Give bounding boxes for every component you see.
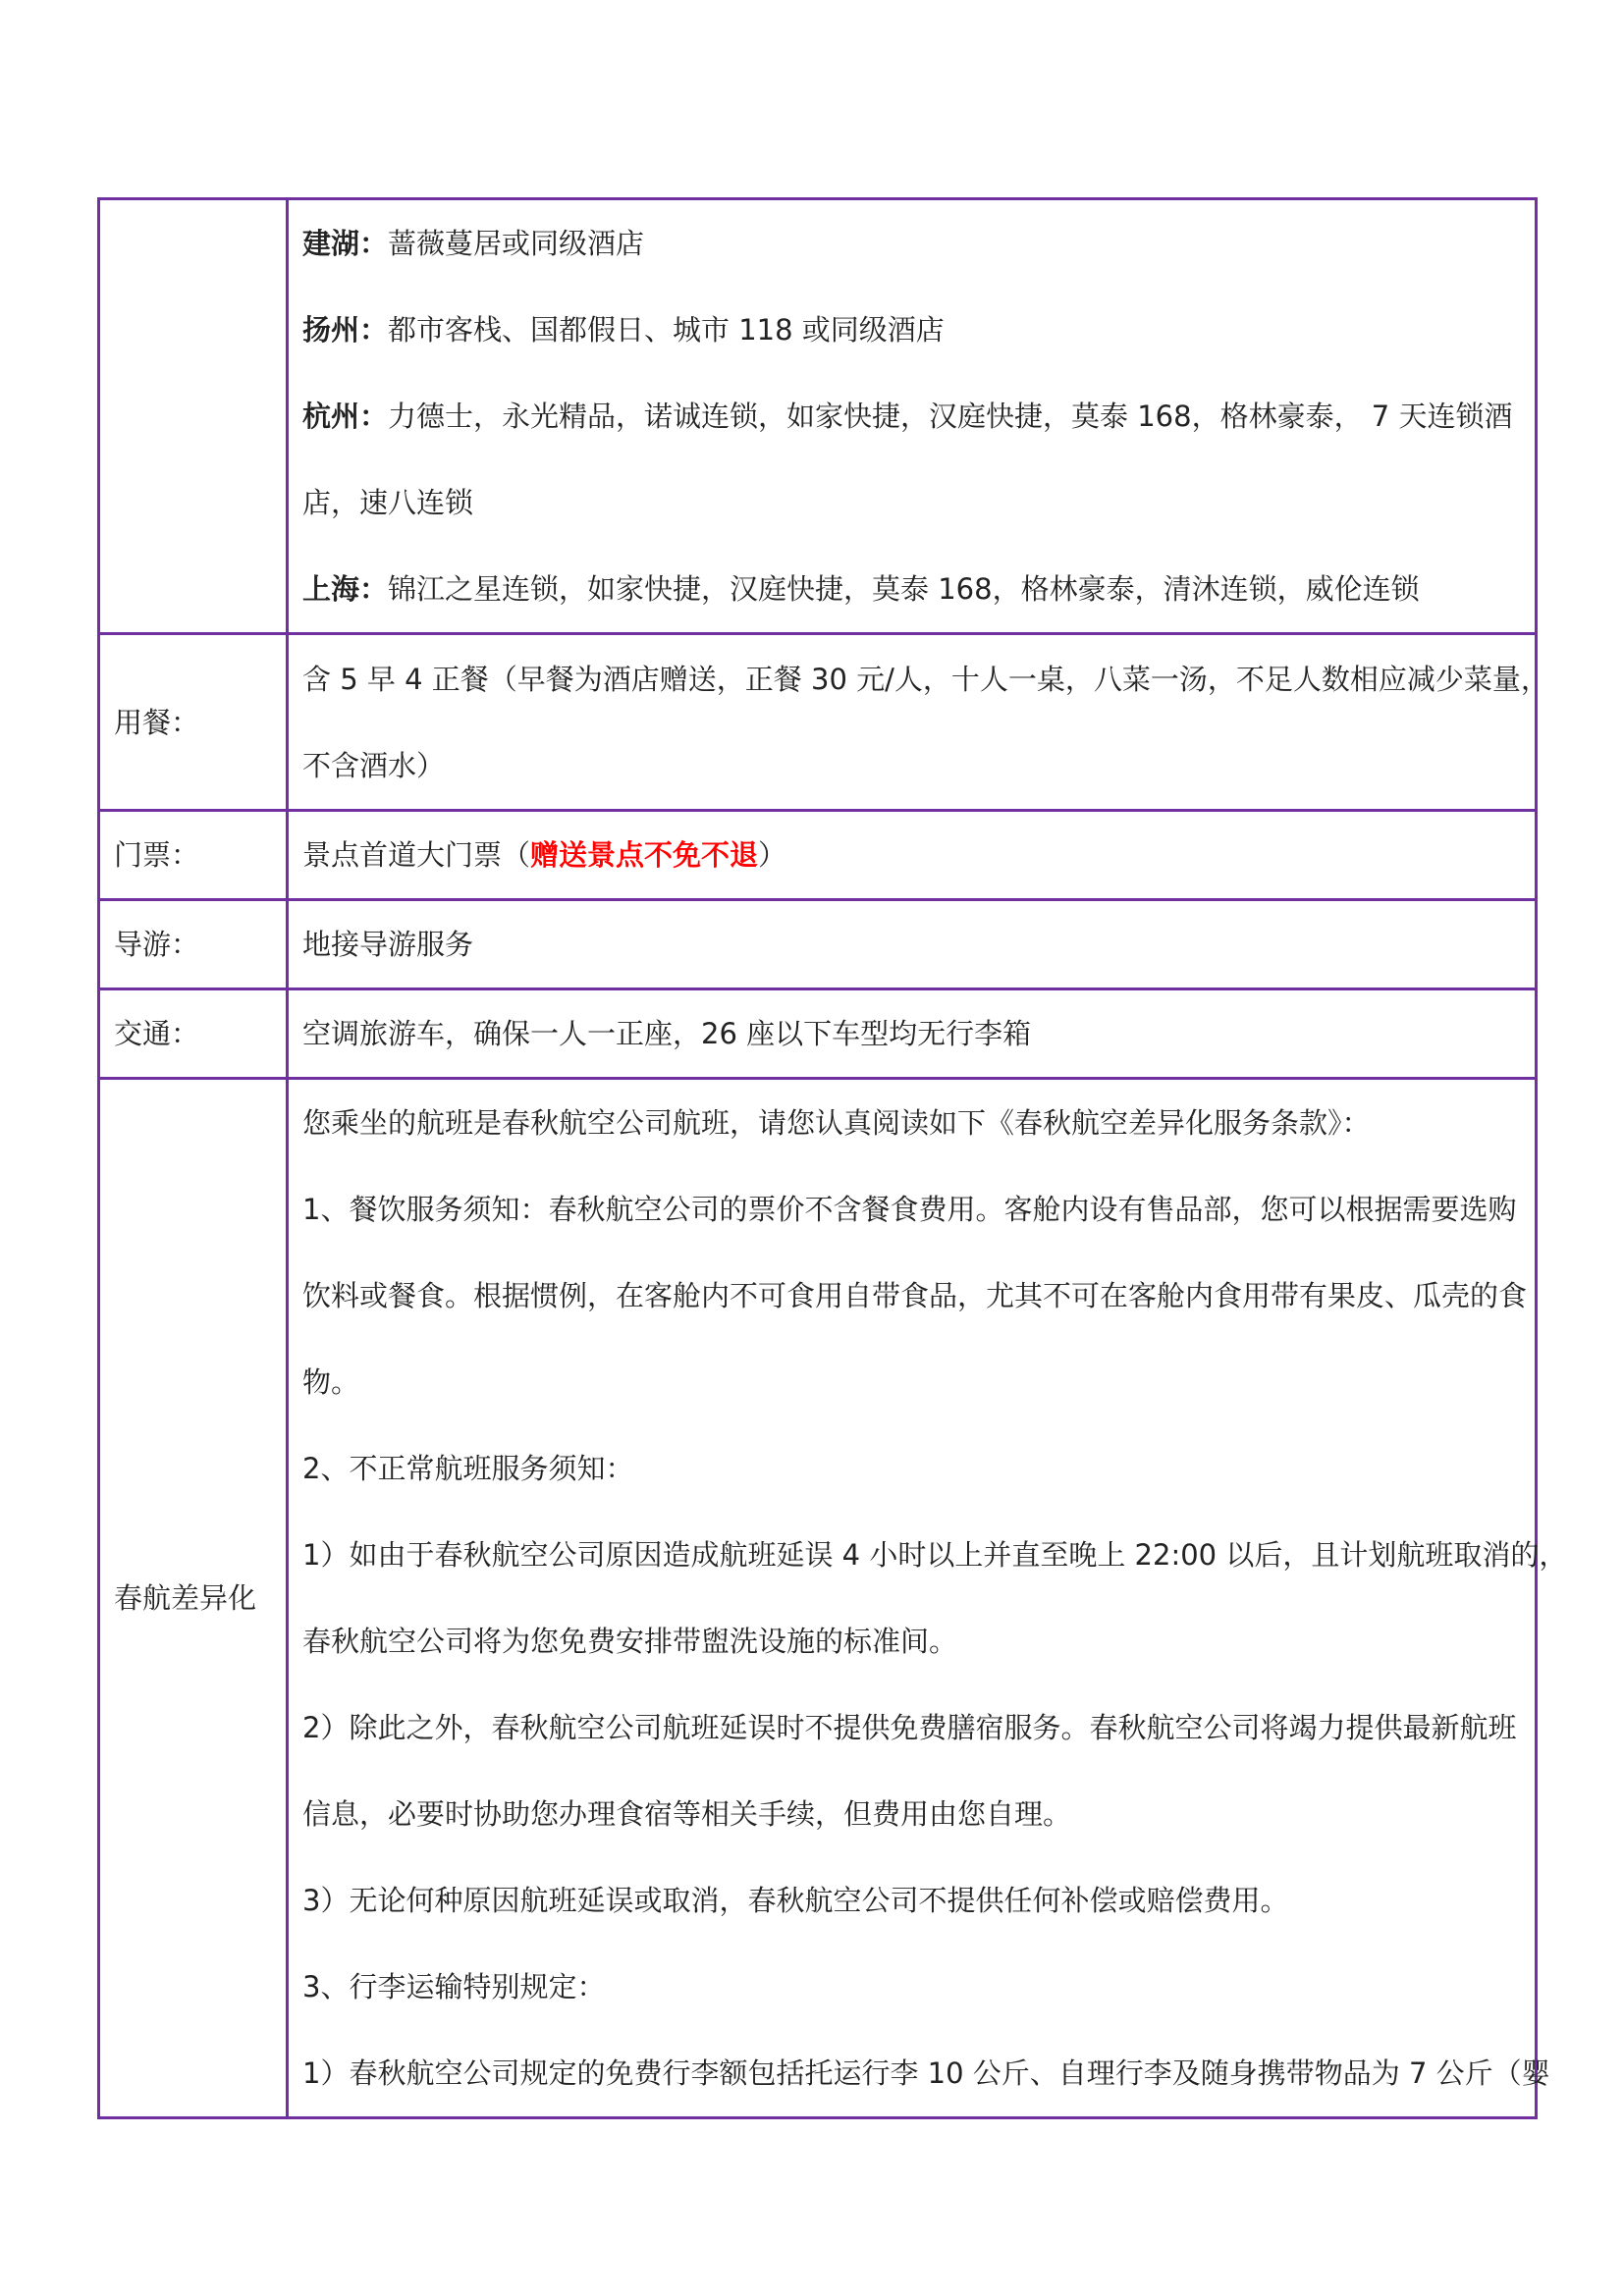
content-cell-ticket [288,811,1537,900]
hotel-line-hangzhou-cont [302,459,1527,546]
content-cell-hotels [288,199,1537,634]
hotel-line-jianhu [302,200,1527,287]
itinerary-table [97,197,1568,2119]
guide-text: 地接导游服务 [302,928,474,961]
hotel-line-hangzhou [302,373,1527,459]
spring-line: 1）春秋航空公司规定的免费行李额包括托运行李 10 公斤、自理行李及随身携带物品为 7 公斤（婴 [302,2056,1550,2090]
table-row-spring-airlines [99,1079,1537,2118]
spring-line: 春秋航空公司将为您免费安排带盥洗设施的标准间。 [302,1625,958,1658]
ticket-text [302,812,1527,898]
label-spring-airlines: 春航差异化 [99,1079,288,2118]
content-cell-guide [288,900,1537,989]
spring-line: 3）无论何种原因航班延误或取消，春秋航空公司不提供任何补偿或赔偿费用。 [302,1884,1289,1917]
meals-text-line-2: 不含酒水） [302,748,446,782]
table-row-ticket [99,811,1537,900]
ticket-text-after: ） [758,838,787,872]
hotel-list: 蔷薇蔓居或同级酒店 [388,227,645,260]
hotel-line-shanghai [302,546,1527,632]
city-name: 杭州： [302,400,389,433]
transport-text: 空调旅游车，确保一人一正座，26 座以下车型均无行李箱 [302,1017,1032,1050]
spring-line: 2、不正常航班服务须知： [302,1452,634,1485]
content-cell-spring-airlines [288,1079,1568,2118]
hotel-list: 力德士，永光精品，诺诚连锁，如家快捷，汉庭快捷，莫泰 168，格林豪泰， 7 天连锁酒 [388,400,1513,433]
label-transport: 交通： [99,989,288,1079]
hotel-list: 都市客栈、国都假日、城市 118 或同级酒店 [388,313,945,347]
spring-line: 3、行李运输特别规定： [302,1970,606,2003]
city-name: 扬州： [302,313,389,347]
ticket-text-before: 景点首道大门票（ [302,838,531,872]
content-cell-transport [288,989,1537,1079]
hotel-list: 锦江之星连锁，如家快捷，汉庭快捷，莫泰 168，格林豪泰，清沐连锁，威伦连锁 [388,572,1420,606]
city-name: 上海： [302,572,389,606]
spring-line: 饮料或餐食。根据惯例，在客舱内不可食用自带食品，尤其不可在客舱内食用带有果皮、瓜壳的食 [302,1279,1528,1312]
spring-line: 2）除此之外，春秋航空公司航班延误时不提供免费膳宿服务。春秋航空公司将竭力提供最新航班 [302,1711,1517,1744]
spring-line: 1）如由于春秋航空公司原因造成航班延误 4 小时以上并直至晚上 22:00 以后，且计划航班取消的， [302,1538,1568,1572]
hotel-line-yangzhou [302,287,1527,373]
city-name: 建湖： [302,227,389,260]
spring-line: 物。 [302,1365,360,1399]
spring-line: 1、餐饮服务须知：春秋航空公司的票价不含餐食费用。客舱内设有售品部，您可以根据需要选购 [302,1193,1517,1226]
label-meals: 用餐： [99,634,288,811]
table-row-meals [99,634,1537,811]
table-row-transport [99,989,1537,1079]
table-row-hotels [99,199,1537,634]
label-ticket: 门票： [99,811,288,900]
ticket-highlight-note: 赠送景点不免不退 [530,838,759,872]
content-cell-meals [288,634,1549,811]
meals-text-line-1: 含 5 早 4 正餐（早餐为酒店赠送，正餐 30 元/人，十人一桌，八菜一汤，不足人数相应减少菜量， [302,662,1549,696]
spring-line: 您乘坐的航班是春秋航空公司航班，请您认真阅读如下《春秋航空差异化服务条款》： [302,1106,1371,1140]
spring-line: 信息，必要时协助您办理食宿等相关手续，但费用由您自理。 [302,1797,1072,1831]
table-row-guide [99,900,1537,989]
hotel-list: 店，速八连锁 [302,486,474,519]
label-guide: 导游： [99,900,288,989]
label-cell-hotels [99,199,288,634]
